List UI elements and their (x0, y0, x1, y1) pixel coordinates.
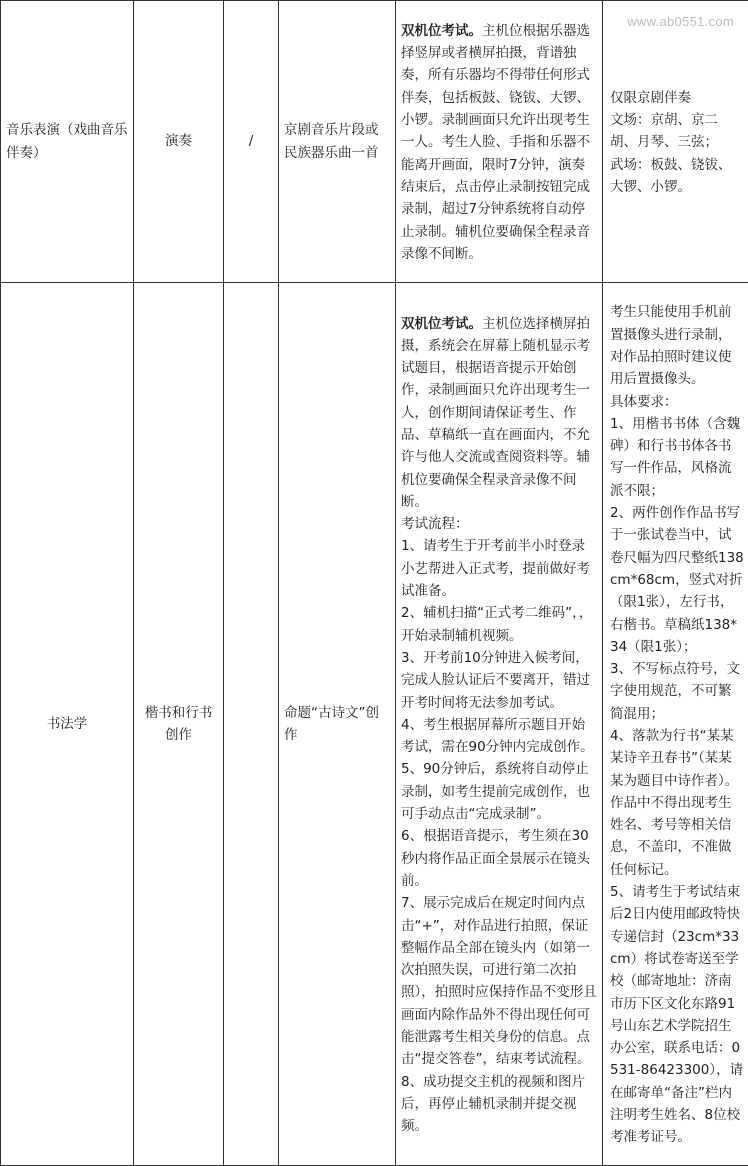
exam-type-cell: 楷书和行书创作 (134, 283, 224, 1166)
table-row (1, 283, 748, 1166)
note-line: 武场：板鼓、铙钹、大锣、小锣。 (610, 154, 744, 199)
content-cell: 命题“古诗文”创作 (279, 283, 396, 1166)
note-line: 具体要求： (610, 391, 744, 413)
note-line: 3、不写标点符号，文字使用规范，不可繁简混用； (610, 658, 744, 725)
table-row (1, 1, 748, 283)
note-line: 仅限京剧伴奏 (610, 87, 744, 109)
step-line: 5、90分钟后，系统将自动停止录制，如考生提前完成创作，也可手动点击“完成录制”。 (401, 758, 597, 825)
note-line: 1、用楷书书体（含魏碑）和行书书体各书写一件作品，风格流派不限； (610, 413, 744, 502)
subject-cell: 音乐表演（戏曲音乐伴奏） (1, 1, 134, 283)
step-line: 1、请考生于开考前半小时登录小艺帮进入正式考，提前做好考试准备。 (401, 535, 597, 602)
requirements-cell (396, 1, 603, 283)
requirements-text: 主机位根据乐器选择竖屏或者横屏拍摄，背谱独奏，所有乐器均不得带任何形式伴奏，包括板鼓、铙钹、大锣、小锣。录制画面只允许出现考生一人。考生人脸、手指和乐器不能离开画面，限时7分钟，演奏结束后，点击停止录制按钮完成录制，超过7分钟系统将自动停止录制。辅机位要确保全程录音录像不间断。 (401, 23, 590, 262)
exam-type-cell: 演奏 (134, 1, 224, 283)
step-line: 3、开考前10分钟进入候考间，完成人脸认证后不要离开，错过开考时间将无法参加考试。 (401, 647, 597, 714)
requirements-text: 主机位选择横屏拍摄，系统会在屏幕上随机显示考试题目，根据语音提示开始创作，录制画面只允许出现考生一人，创作期间请保证考生、作品、草稿纸一直在画面内，不允许与他人交流或查阅资料等。辅机位要确保全程录音录像不间断。 (401, 316, 590, 510)
notes-cell (603, 283, 748, 1166)
step-line: 7、展示完成后在规定时间内点击“+”，对作品进行拍照，保证整幅作品全部在镜头内（如第一次拍照失误，可进行第二次拍照），拍照时应保持作品不变形且画面内除作品外不得出现任何可能泄露考生相关身份的信息。点击“提交答卷”，结束考试流程。 (401, 892, 597, 1070)
subject-cell: 书法学 (1, 283, 134, 1166)
notes-cell (603, 1, 748, 283)
content-cell: 京剧音乐片段或民族器乐曲一首 (279, 1, 396, 283)
note-line: 5、请考生于考试结束后2日内使用邮政特快专递信封（23cm*33cm）将试卷寄送至学校（邮寄地址：济南市历下区文化东路91号山东艺术学院招生办公室，联系电话：0531-86423300），请在邮寄单“备注”栏内注明考生姓名、8位校考准考证号。 (610, 881, 744, 1149)
step-line: 6、根据语音提示，考生须在30秒内将作品正面全景展示在镜头前。 (401, 825, 597, 892)
watermark: www.ab0551.com (627, 14, 734, 29)
step-line: 4、考生根据屏幕所示题目开始考试，需在90分钟内完成创作。 (401, 714, 597, 759)
requirements-cell (396, 283, 603, 1166)
step-line: 2、辅机扫描“正式考二维码”，，开始录制辅机视频。 (401, 602, 597, 647)
note-line: 2、两件创作作品书写于一张试卷当中，试卷尺幅为四尺整纸138cm*68cm，竖式对折（限1张），左行书，右楷书。草稿纸138*34（限1张）； (610, 502, 744, 658)
slash-cell (224, 283, 279, 1166)
note-line: 文场：京胡、京二胡、月琴、三弦； (610, 109, 744, 154)
requirements-lead: 双机位考试。 (401, 316, 482, 332)
requirements-lead: 双机位考试。 (401, 23, 482, 39)
slash-cell: / (224, 1, 279, 283)
note-line: 考生只能使用手机前置摄像头进行录制，对作品拍照时建议使用后置摄像头。 (610, 301, 744, 390)
step-line: 考试流程： (401, 513, 597, 535)
step-line: 8、成功提交主机的视频和图片后，再停止辅机录制并提交视频。 (401, 1071, 597, 1138)
note-line: 4、落款为行书“某某某诗辛丑春书”（某某某为题目中诗作者）。作品中不得出现考生姓名、考号等相关信息，不盖印，不准做任何标记。 (610, 725, 744, 881)
